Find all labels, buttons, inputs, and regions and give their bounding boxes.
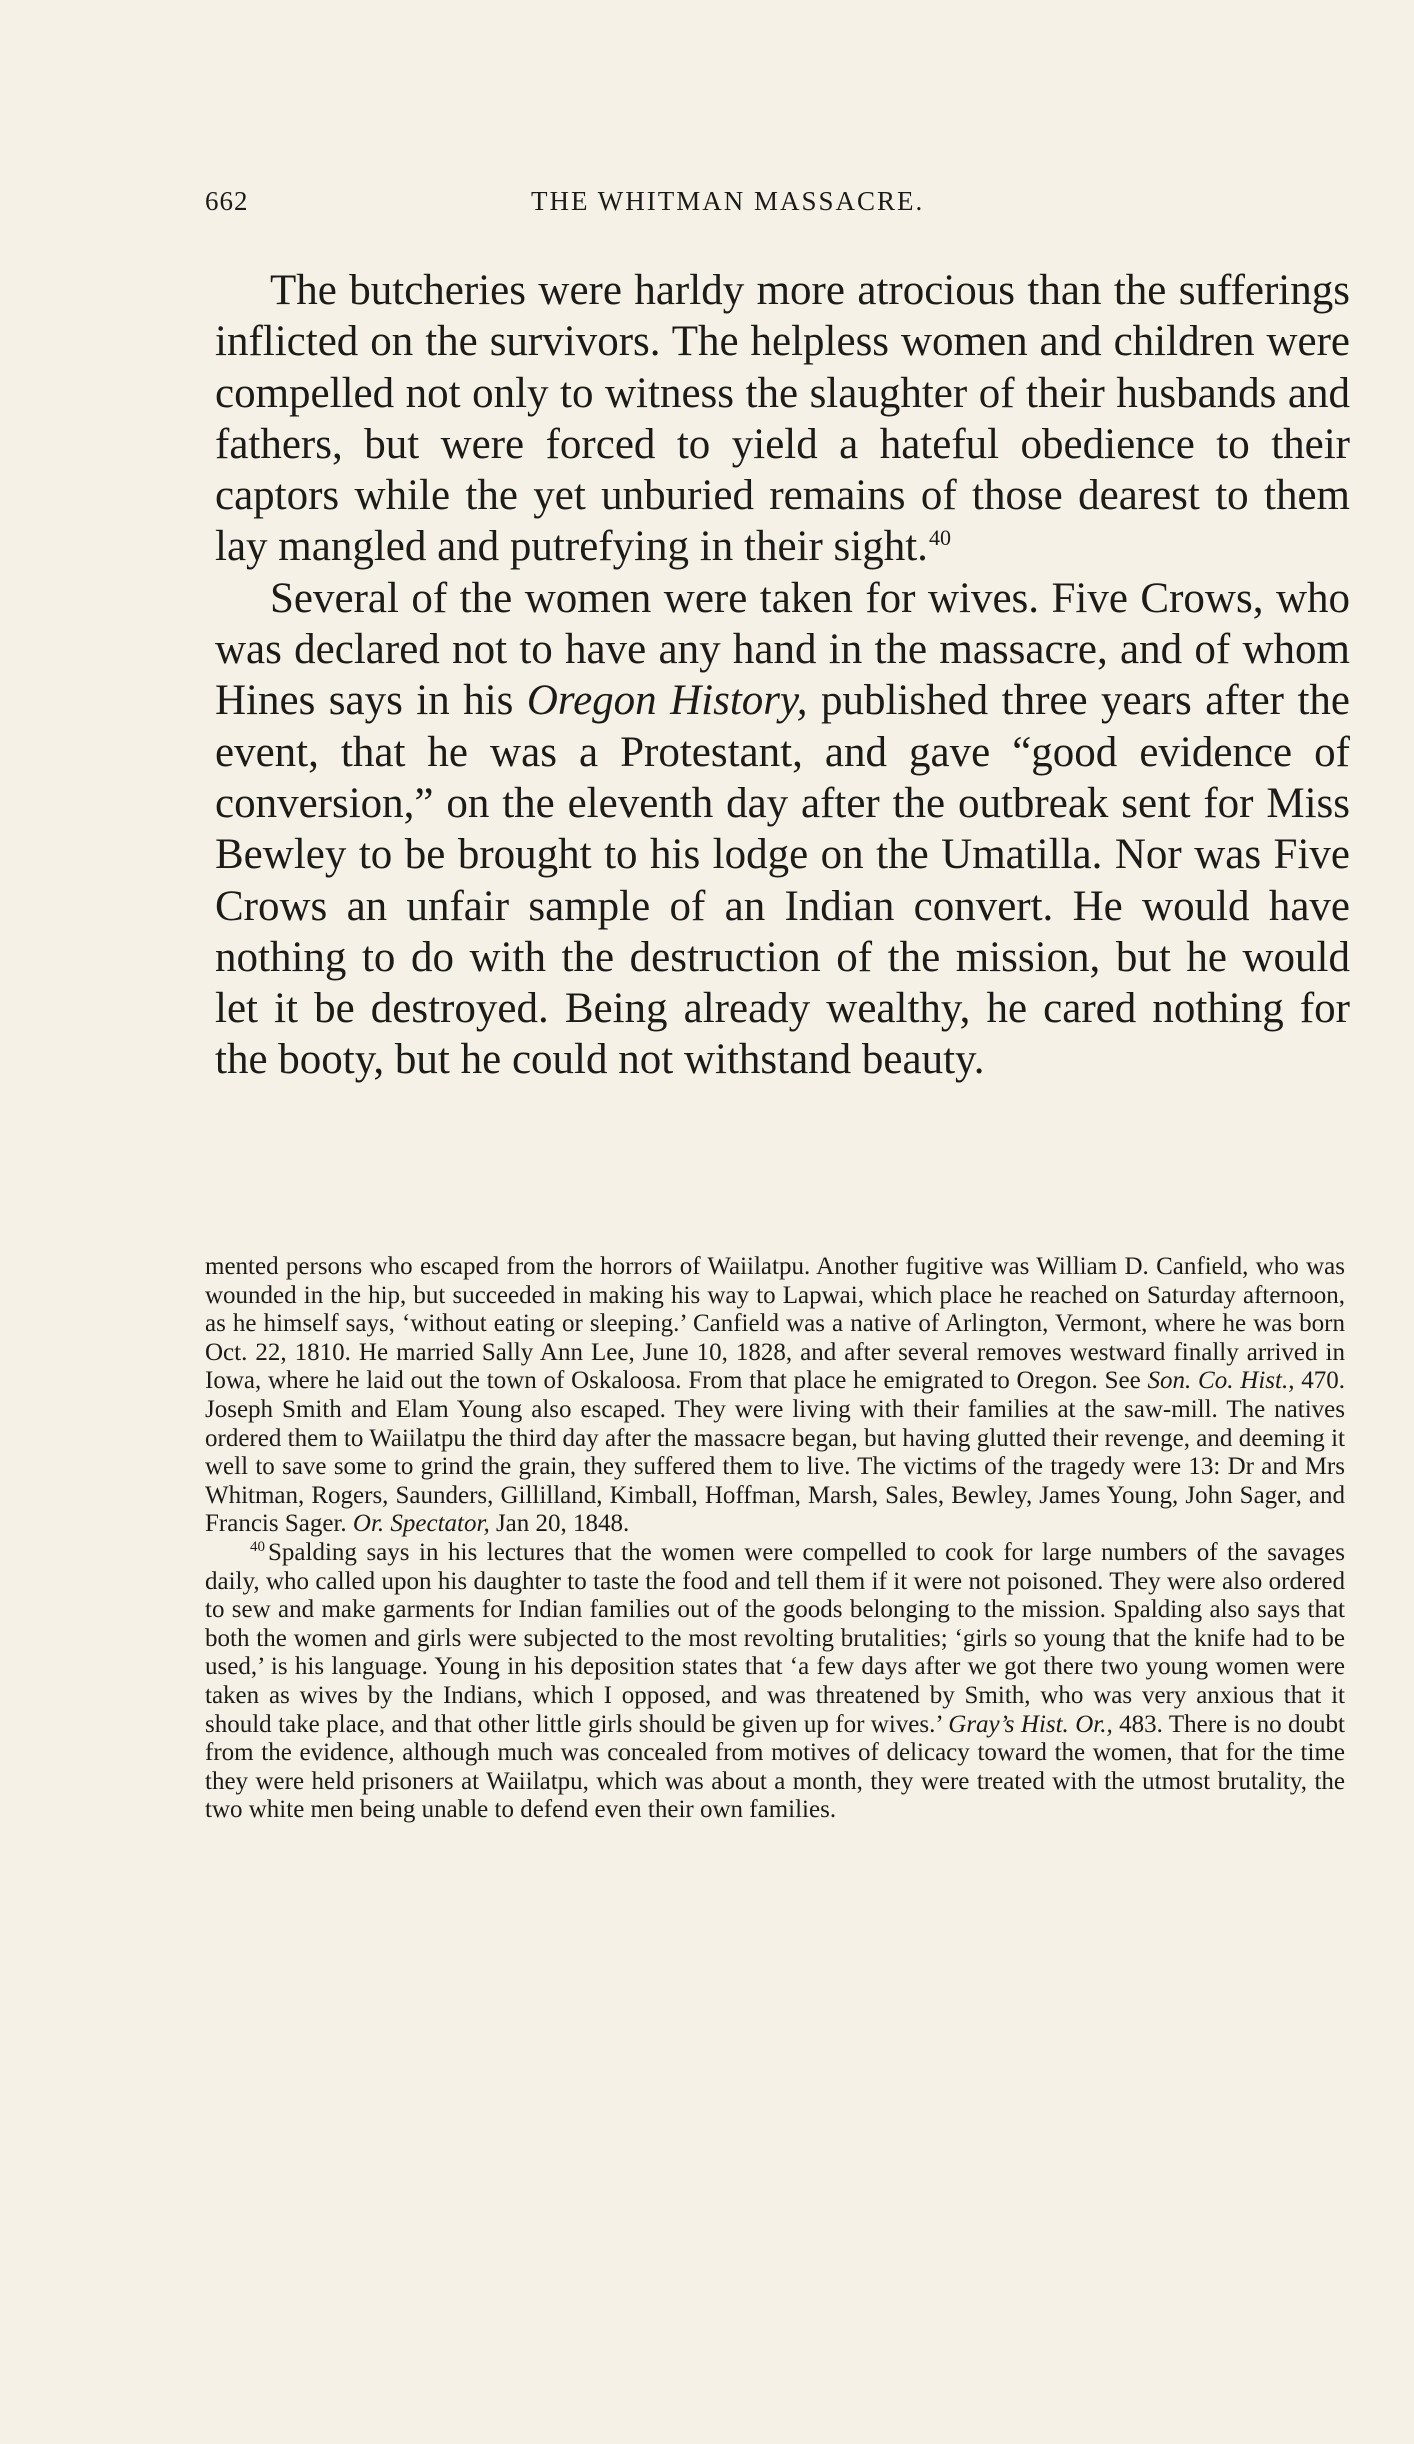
footnote-continuation (205, 1253, 1345, 1539)
footnote-text: 483. There is no doubt from the evidence, although much was concealed from motives of delicacy toward the women, that for the time they were held prisoners at Waiilatpu, which was about a month, they were treated with the utmost brutality, the two white men being unable to defend even their own families. (205, 1710, 1345, 1824)
body-paragraph (215, 573, 1350, 1086)
footnote-text: Spalding says in his lectures that the women were compelled to cook for large numbers of the savages daily, who called upon his daughter to taste the food and tell them if it were not poisoned. They were also ordered to sew and make garments for Indian families out of the goods belonging to the mission. Spalding also says that both the women and girls were subjected to the most revolting brutalities; ‘girls so young that the knife had to be used,’ is his language. Young in his deposition states that ‘a few days after we got there two young women were taken as wives by the Indians, which I opposed, and was threatened by Smith, who was very anxious that it should take place, and that other little girls should be given up for wives.’ (205, 1538, 1345, 1738)
footnote-text: 470. Joseph Smith and Elam Young also escaped. They were living with their families at the saw-mill. The natives ordered them to Waiilatpu the third day after the massacre began, but having glutted their revenge, and deeming it well to save some to grind the grain, they suffered them to live. The victims of the tragedy were 13: Dr and Mrs Whitman, Rogers, Saunders, Gillilland, Kimball, Hoffman, Marsh, Sales, Bewley, James Young, John Sager, and Francis Sager. (205, 1367, 1346, 1538)
running-head (205, 186, 1350, 226)
citation-title: Gray’s Hist. Or., (948, 1710, 1113, 1738)
paragraph-text: Several of the women were taken for wives. Five Crows, who was declared not to have any hand in the massacre, and of whom Hines says in his (215, 574, 1350, 725)
paragraph-text: published three years after the event, that he was a Protestant, and gave “good evidence of conversion,” on the eleventh day after the outbreak sent for Miss Bewley to be brought to his lodge on the Umatilla. Nor was Five Crows an unfair sample of an Indian convert. He would have nothing to do with the destruction of the mission, but he would let it be destroyed. Being already wealthy, he cared nothing for the booty, but he could not withstand beauty. (215, 677, 1350, 1084)
footnote-40 (205, 1539, 1345, 1825)
footnote-text: Jan 20, 1848. (489, 1510, 630, 1538)
citation-title: Son. Co. Hist., (1147, 1367, 1295, 1395)
citation-title: Or. Spectator, (352, 1510, 490, 1538)
footnote-text: mented persons who escaped from the horrors of Waiilatpu. Another fugitive was William D. Canfield, who was wounded in the hip, but succeeded in making his way to Lapwai, which place he reached on Saturday afternoon, as he himself says, ‘without eating or sleeping.’ Canfield was a native of Arlington, Vermont, where he was born Oct. 22, 1810. He married Sally Ann Lee, June 10, 1828, and after several removes westward finally arrived in Iowa, where he laid out the town of Oskaloosa. From that place he emigrated to Oregon. See (205, 1253, 1345, 1395)
footnote-marker: 40 (250, 1538, 265, 1555)
main-text (215, 265, 1350, 1086)
footnotes (205, 1253, 1345, 1825)
page-number: 662 (205, 186, 249, 216)
book-title: Oregon History, (526, 677, 808, 725)
running-title: THE WHITMAN MASSACRE. (531, 186, 925, 216)
paragraph-text: The butcheries were harldy more atrocious than the sufferings inflicted on the survivors. The helpless women and children were compelled not only to witness the slaughter of their husbands and fathers, but were forced to yield a hateful obedience to their captors while the yet unburied remains of those dearest to them lay mangled and putrefying in their sight. (215, 267, 1350, 571)
body-paragraph (215, 265, 1350, 573)
footnote-reference: 40 (928, 525, 951, 551)
